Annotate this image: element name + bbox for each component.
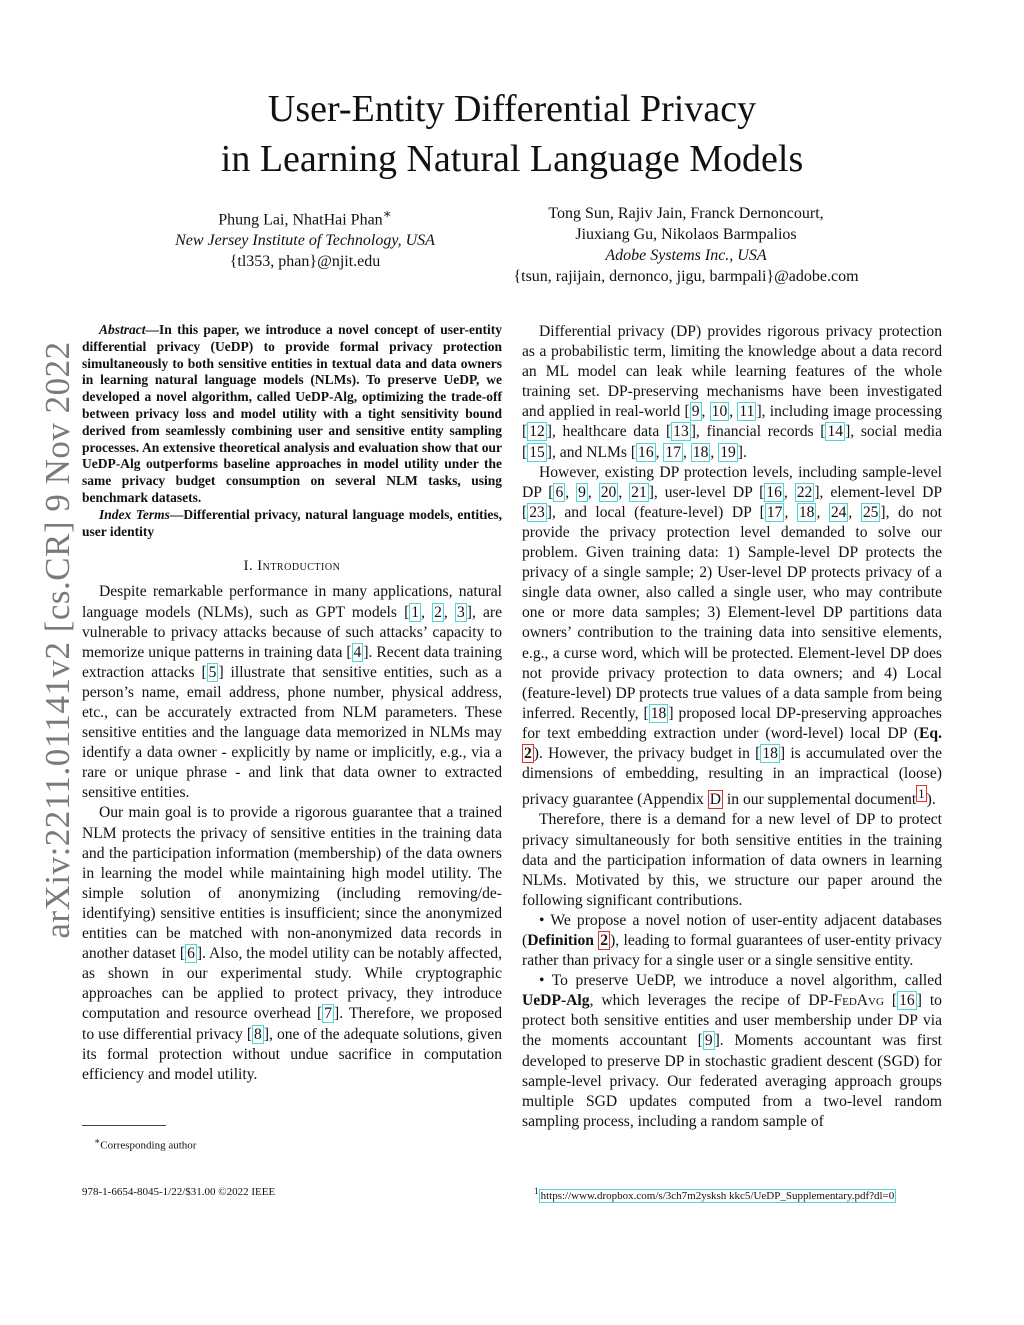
left-column <box>82 322 502 1085</box>
fedavg-name: FedAvg <box>833 992 884 1010</box>
citation-link[interactable]: 16 <box>899 992 915 1010</box>
citation-link[interactable]: 4 <box>353 643 362 661</box>
citation-link[interactable]: 25 <box>862 503 879 521</box>
citation-link[interactable]: 21 <box>631 483 647 501</box>
author-block-2 <box>500 203 872 287</box>
citation-link[interactable]: 18 <box>650 704 667 722</box>
supplementary-url-link[interactable]: https://www.dropbox.com/s/3ch7m2ysksh kkc5/UeDP_Supplementary.pdf?dl=0 <box>540 1189 895 1202</box>
intro-paragraph-2: Our main goal is to provide a rigorous guarantee that a trained NLM protects the privacy of sensitive entities in the training data and the participation information (membership) of the data owners in learning the model while maintaining high model utility. The simple solution of anonymizing (including removing/de-identifying) sensitive entities is insufficient; since the anonymized entities can be matched with non-anonymized data records in another dataset [ 6 ]. Also, the model utility can be notably affected, as shown in our experimental study. While cryptographic approaches can be applied to protect privacy, they introduce computation and resource overhead [ 7 ]. Therefore, we proposed to use differential privacy [ 8 ], one of the adequate solutions, given its formal protection without undue sacrifice in computation efficiency and model utility. <box>82 804 503 1083</box>
citation-link[interactable]: 16 <box>638 443 654 461</box>
isbn-copyright: 978-1-6654-8045-1/22/$31.00 ©2022 IEEE <box>82 1186 276 1198</box>
citation-link[interactable]: 9 <box>704 1032 713 1050</box>
citation-link[interactable]: 6 <box>555 483 564 501</box>
citation-link[interactable]: 8 <box>254 1025 262 1043</box>
intro-paragraph-5: Therefore, there is a demand for a new level of DP to protect privacy simultaneously for both sensitive entities in the training data and the participation information of data owners in learning NLMs. Motivated by this, we structure our paper around the following significant contributions. <box>522 811 942 909</box>
right-column <box>522 322 942 1132</box>
citation-link[interactable]: 23 <box>529 503 545 521</box>
abstract <box>82 322 502 507</box>
citation-link[interactable]: 16 <box>766 483 782 501</box>
intro-paragraph-3: Differential privacy (DP) provides rigorous privacy protection as a probabilistic term, limiting the knowledge about a data record an ML model can leak while learning features of the whole training set. DP-preserving mechanisms have been investigated and applied in real-world [ 9 , 10 , 11 ], including image processing [ 12 ], healthcare data [ 13 ], financial records [ 14 ], social media [ 15 ], and NLMs [ 16 , 17 , 18 , 19 ]. <box>522 323 942 461</box>
citation-link[interactable]: 13 <box>673 423 689 441</box>
index-terms <box>82 507 502 541</box>
section-title: Introduction <box>257 558 341 575</box>
definition-link[interactable]: 2 <box>600 932 609 949</box>
equation-link[interactable]: 2 <box>524 744 532 762</box>
citation-link[interactable]: 20 <box>600 483 617 501</box>
contribution-bullet-1: • We propose a novel notion of user-entity adjacent databases (Definition 2 ), leading to formal guarantees of user-entity privacy rather than privacy for a single user or a single sensitive entity. <box>522 911 942 970</box>
author-affiliation-2: Adobe Systems Inc., USA <box>605 247 767 264</box>
citation-link[interactable]: 6 <box>187 945 195 963</box>
abstract-body: —In this paper, we introduce a novel concept of user-entity differential privacy (UeDP) to provide formal privacy protection simultaneously to both sensitive entities in textual data and data owners in learning natural language models (NLMs). To preserve UeDP, we developed a novel algorithm, called UeDP-Alg, optimizing the trade-off between privacy loss and model utility with a tight sensitivity bound derived from seamlessly combining user and sensitive entity sampling processes. An extensive theoretical analysis and evaluation show that our UeDP-Alg outperforms baseline approaches in model utility under the same privacy budget consumption on several NLM tasks, using benchmark datasets. <box>82 322 502 505</box>
citation-link[interactable]: 14 <box>827 423 844 441</box>
citation-link[interactable]: 2 <box>434 603 442 621</box>
citation-link[interactable]: 24 <box>830 503 847 521</box>
author-affiliation-1: New Jersey Institute of Technology, USA <box>175 232 435 250</box>
citation-link[interactable]: 18 <box>762 744 778 762</box>
citation-link[interactable]: 7 <box>324 1005 333 1023</box>
citation-link[interactable]: 18 <box>798 503 815 521</box>
section-number: I. <box>243 558 254 575</box>
citation-link[interactable]: 12 <box>529 423 545 441</box>
intro-paragraph-1: Despite remarkable performance in many applications, natural language models (NLMs), such as GPT models [ 1 , 2 , 3 ], are vulnerable to privacy attacks because of such attacks’ capacity to memorize unique patterns in training data [ 4 ]. Recent data training extraction attacks [ 5 ] illustrate that sensitive entities, such as a person’s name, email address, phone number, physical address, etc., can be accurately extracted from NLM parameters. These sensitive entities and the language data memorized in NLMs may identify a data owner - explicitly by name or implicitly, e.g., via a rare or unique phrase - and link that data owner to extracted sensitive entities. <box>82 583 503 802</box>
corresponding-star: ∗ <box>382 206 392 221</box>
title-line-1: User-Entity Differential Privacy <box>267 88 757 130</box>
citation-link[interactable]: 18 <box>692 443 709 461</box>
citation-link[interactable]: 19 <box>720 443 736 461</box>
supplementary-footnote: $^1$ https://www.dropbox.com/s/3ch7m2ysksh kkc5/UeDP_Supplementary.pdf?dl=0 <box>534 1186 895 1202</box>
footnote-link[interactable]: 1 <box>918 786 925 802</box>
citation-link[interactable]: 3 <box>456 603 465 621</box>
footnote-divider <box>82 1125 166 1126</box>
corresponding-author-footnote: ∗Corresponding author <box>94 1136 197 1152</box>
definition-label: Definition <box>527 932 594 949</box>
citation-link[interactable]: 10 <box>711 403 728 421</box>
citation-link[interactable]: 22 <box>796 483 813 501</box>
citation-link[interactable]: 17 <box>665 443 681 461</box>
paper-title <box>0 84 1024 184</box>
citation-link[interactable]: 11 <box>739 403 755 421</box>
citation-link[interactable]: 15 <box>529 443 545 461</box>
citation-link[interactable]: 17 <box>766 503 783 521</box>
arxiv-stamp: arXiv:2211.01141v2 [cs.CR] 9 Nov 2022 <box>38 341 77 939</box>
abstract-lead: Abstract <box>99 322 146 337</box>
index-terms-lead: Index Terms <box>99 506 170 522</box>
citation-link[interactable]: 5 <box>208 663 217 681</box>
title-line-2: in Learning Natural Language Models <box>220 138 804 180</box>
equation-label: Eq. <box>919 724 942 742</box>
citation-link[interactable]: 9 <box>578 483 586 501</box>
author-names-2a: Tong Sun, Rajiv Jain, Franck Dernoncourt, <box>548 205 824 222</box>
author-email-2: {tsun, rajijain, dernonco, jigu, barmpali}@adobe.com <box>513 268 859 285</box>
author-names-2b: Jiuxiang Gu, Nikolaos Barmpalios <box>575 226 797 243</box>
contribution-bullet-2: • To preserve UeDP, we introduce a novel algorithm, called UeDP-Alg, which leverages the recipe of DP-FedAvg [ 16 ] to protect both sensitive entities and user membership under DP via the moments accountant [ 9 ]. Moments accountant was first developed to preserve DP in stochastic gradient descent (SGD) for sample-level privacy. Our federated averaging approach groups multiple SGD updates computed from a two-level random sampling process, including a random sample of <box>522 972 942 1130</box>
section-heading <box>82 556 502 576</box>
index-terms-body: —Differential privacy, natural language models, entities, user identity <box>82 506 502 539</box>
citation-link[interactable]: 1 <box>411 603 420 621</box>
author-block-1 <box>120 203 490 272</box>
author-names-1: Phung Lai, NhatHai Phan <box>218 211 383 229</box>
intro-paragraph-4: However, existing DP protection levels, including sample-level DP [ 6 , 9 , 20 , 21 ], user-level DP [ 16 , 22 ], element-level DP [ 23 ], and local (feature-level) DP [ 17 , 18 , 24 , 25 ], do not provide the privacy protection level demanded to solve our problem. Given training data: 1) Sample-level DP protects the privacy of a single sample; 2) User-level DP protects privacy of a single data owner, also called a single user, who may contribute one or more data samples; 3) Element-level DP partitions data owners’ contribution to the training data into sensitive elements, e.g., a curse word, which will be protected. Element-level DP does not provide privacy protection to data owners; and 4) Local (feature-level) DP protects true values of a data sample from being inferred. Recently, [ 18 ] proposed local DP-preserving approaches for text embedding extraction under (word-level) local DP (Eq. 2 ). However, the privacy budget in [ 18 ] is accumulated over the dimensions of embedding, resulting in an impractical (loose) privacy guarantee (Appendix D in our supplemental document $^1$ ). <box>522 463 943 809</box>
author-email-1: {tl353, phan}@njit.edu <box>229 253 381 271</box>
appendix-link[interactable]: D <box>709 791 722 809</box>
algorithm-name: UeDP-Alg <box>522 992 590 1010</box>
citation-link[interactable]: 9 <box>691 403 700 421</box>
